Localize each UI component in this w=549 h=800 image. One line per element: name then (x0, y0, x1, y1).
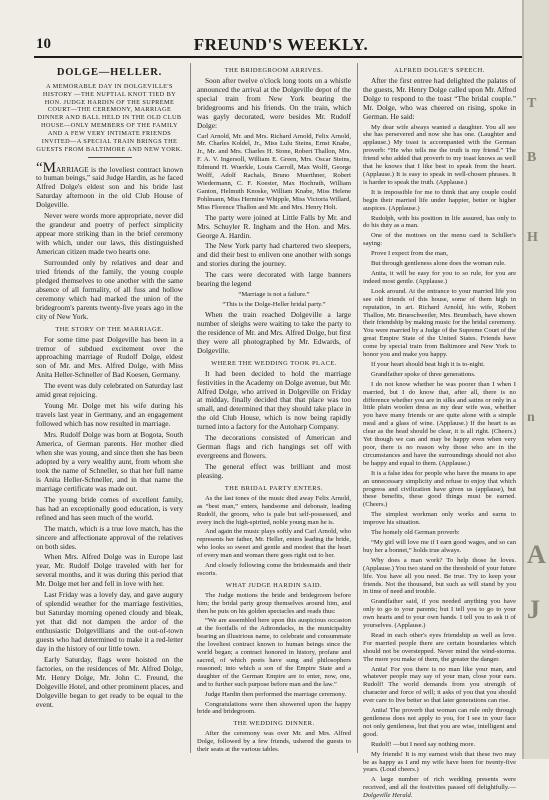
paragraph: For some time past Dolgeville has been in a tremor of subdued excitement over the approaching marriage of Rudolf Dolge, eldest son of Mr. and Mrs. Alfred Dolge, with Miss Anita Heller-Schneller of Bad Koesen, Germany. (36, 334, 183, 380)
speech-paragraph: Read in each other's eyes friendship as well as love. For married people there are certain boundaries which should not be overstepped. Never mind the wind-storms. The more you make of them, the greater the danger. (363, 631, 516, 663)
facing-page-letter: T (527, 96, 537, 111)
article-deck: A MEMORABLE DAY IN DOLGEVILLE'S HISTORY —THE NUPTIAL KNOT TIED BY HON. JUDGE HARDIN OF THE SUPREME COURT—THE CEREMONY, MARRIAGE DINNER AND BALL HELD IN THE OLD CLUB HOUSE—ONLY MEMBERS OF THE FAMILY AND A FEW VERY INTIMATE FRIENDS INVITED—A SPECIAL TRAIN BRINGS THE GUESTS FROM BALTIMORE AND NEW YORK. (36, 82, 183, 153)
short-rule (88, 157, 132, 158)
section-heading: WHAT JUDGE HARDIN SAID. (225, 581, 323, 589)
paragraph: The decorations consisted of American and German flags and rich hangings set off with evergreens and flowers. (197, 433, 351, 461)
speech-paragraph: My friends! It is my earnest wish that these two may be as happy as I and my wife have been for twenty-five years. (Loud cheers.) (363, 750, 516, 774)
paragraph: Soon after twelve o'clock long toots on a whistle announced the arrival at the Dolgeville depot of the special train from New York bearing the bridegrooms and his friends. On the train, which was gayly decorated, were besides Mr. Rudolf Dolge: (197, 75, 351, 130)
speech-paragraph: Why does a man work? To help those he loves. (Applause.) You two stand on the threshold of your future life. You have all you need. Be true. Try to keep your friends. Not the thousand, but such as will stand by you in time of need and trouble. (363, 556, 516, 596)
paragraph: Young Mr. Dolge met his wife during his travels last year in Germany, and an engagement followed which has now resulted in marriage. (36, 401, 183, 429)
speech-paragraph: But through gentleness alone does the woman rule. (371, 260, 506, 268)
paragraph: Judge Hardin then performed the marriage ceremony. (205, 690, 347, 698)
facing-page-letter: n (527, 410, 535, 425)
facing-page-letter: J (527, 595, 540, 624)
column-divider (357, 63, 358, 753)
masthead-title: FREUND'S WEEKLY. (193, 35, 369, 54)
header-rule (34, 56, 542, 58)
facing-page-letter: H (527, 230, 538, 245)
facing-page-letter: B (527, 150, 537, 165)
paragraph: Never were words more appropriate, never did the grandeur and poetry of perfect simplicity appear more striking than in the brief ceremony with which, under our laws, this distinguished American citizen made two hearts one. (36, 211, 183, 257)
source-credit: Dolgeville Herald. (363, 792, 413, 800)
section-heading: ALFRED DOLGE'S SPEECH. (394, 67, 485, 74)
paragraph: When the train reached Dolgeville a large number of sleighs were waiting to take the party to the residence of Mr. and Mrs. Alfred Dolge, but first they were all photographed by Mr. Edwards, of Dolgeville. (197, 310, 351, 355)
speech-paragraph: I do not know whether he was poorer than I when I married, but I do know that, after all, there is no difference whether you are in silks and satins or only in a little plain woolen dress as my dear wife was, whether you have many friends or are quite alone with a simple meal and a glass of wine. (Applause.) If the heart is as clear as the head should be clear, it is all right. (Cheers.) Yet though we can and may be happy even when very poor, there is no reason why those who are in the circumstances and have the surroundings should not also be happy and equal to them. (Applause.) (363, 380, 516, 467)
section-heading: THE BRIDEGROOM ARRIVES. (224, 67, 324, 74)
speech-paragraph: If your heart should beat high it is to-night. (371, 360, 485, 368)
speech-paragraph: It is impossible for me to think that any couple could begin their married life under happier, better or higher auspices. (Applause.) (363, 188, 516, 212)
banner-quote: “This is the Dolge-Heller bridal party.” (222, 301, 326, 309)
drop-cap: “M (36, 159, 56, 176)
speech-paragraph: Rudolf! —but I need say nothing more. (371, 740, 476, 748)
speech-paragraph: One of the mottoes on the menu card is Schiller's saying: (363, 232, 516, 248)
page-number: 10 (36, 36, 51, 52)
speech-paragraph: Anita, it will be easy for you to so rule, for you are indeed most gentle. (Applause.) (363, 269, 516, 285)
column-3 (363, 63, 516, 800)
speech-paragraph: Grandfather said, if you needed anything you have only to go to your parents; but I tell you to go to your own hearts and to your own hands. I tell you to ask it of yourselves. (Applause.) (363, 598, 516, 630)
paragraph: When Mrs. Alfred Dolge was in Europe last year, Mr. Rudolf Dolge traveled with her for several months, and it was during this period that Mr. Dolge met her and fell in love with her. (36, 552, 183, 589)
paragraph: Last Friday was a lovely day, and gave augury of splendid weather for the marriage festivities, but Saturday morning opened cloudy and bleak, yet that did not dampen the ardor of the enthusiastic Dolgevillians and the out-of-town guests who had determined to make it a red-letter day in the history of our little town. (36, 590, 183, 653)
paragraph: The general effect was brilliant and most pleasing. (197, 462, 351, 481)
paragraph: And again the music plays softly and Carl Arnold, who represents her father, Mr. Heller, enters leading the bride, who looks so sweet and gentle and modest that the heart of every man and woman there goes right out to her. (197, 528, 351, 560)
speech-paragraph: The homely old German proverb: (371, 529, 460, 537)
paragraph: “MARRIAGE is the loveliest contract known to human beings,” said Judge Hardin, as he faced Alfred Dolge's eldest son and his bride last Saturday afternoon in the old Club House of Dolgeville. (36, 159, 183, 210)
speech-paragraph: The simplest workman only works and earns to improve his situation. (363, 511, 516, 527)
facing-page-strip (524, 0, 549, 759)
section-heading: WHERE THE WEDDING TOOK PLACE. (211, 359, 337, 367)
article-headline: DOLGE—HELLER. (56, 67, 163, 78)
paragraph: The party were joined at Little Falls by Mr. and Mrs. Schuyler R. Ingham and the Hon. and Mrs. George A. Hardin. (197, 212, 351, 240)
facing-page-letter: A (527, 540, 546, 569)
paragraph: The young bride comes of excellent family, has had an exceptionally good education, is very refined and has seen much of the world. (36, 494, 183, 522)
section-heading: THE STORY OF THE MARRIAGE. (55, 325, 164, 333)
paragraph: Congratulations were then showered upon the happy bride and bridegroom. (197, 700, 351, 716)
paragraph: The cars were decorated with large banners bearing the legend (197, 270, 351, 289)
speech-paragraph: Rudolph, with his position in life assured, has only to do his duty as a man. (363, 214, 516, 230)
paragraph: After the ceremony was over Mr. and Mrs. Alfred Dolge, followed by a few friends, ushered the guests to their seats at the various tables. (197, 730, 351, 753)
paragraph: And closely following come the bridesmaids and their escorts. (197, 562, 351, 578)
paragraph: Mrs. Rudolf Dolge was born at Bogota, South America, of German parents. Her mother died when she was young, and since then she has been adopted by a very wealthy aunt, from whom she took the name of Schneller, so that her full name is Anita Heller-Schneller, and in that name the marriage certificate was made out. (36, 430, 183, 493)
speech-paragraph: Look around. At the entrance to your married life you see old friends of this house, some of them high in reputation, in art. Richard Arnold, his wife, Robert Thallon, Mr. Brueschweiler, Mrs. Brumbach, have shown their friendship by making music for the bridal ceremony. You were married by a Judge of the Supreme Court of the great Empire State of the United States. Friends have come by special train from Baltimore and New York to honor you and make you happy. (363, 287, 516, 359)
speech-paragraph: Anita! For you there is no man like your man, and whatever people may say of your man, close your ears. Rudolf! The world demands from you strength of character and force of will; it asks of you that you should ever care to live better so that later generations can rise. (363, 665, 516, 705)
speech-paragraph: It is a false idea for people who have the means to ape an unnecessary simplicity and refuse to enjoy that which progress and civilization have given us (applause), but these benefits, these good things must be earned. (Cheers.) (363, 469, 516, 509)
section-heading: THE BRIDAL PARTY ENTERS. (224, 485, 324, 493)
speech-paragraph: Grandfather spoke of three generations. (371, 370, 476, 378)
column-divider (190, 63, 191, 753)
column-1 (36, 63, 183, 753)
paragraph: The New York party had chartered two sleepers, and did their best to enliven one another with songs and stories during the journey. (197, 241, 351, 269)
paragraph: Surrounded only by relatives and dear and tried friends of the family, the young couple pledged themselves to one another with the same absence of all formality, of all fuss and hollow ceremony which had marked the union of the bridegroom's parents twenty-five years ago in the city of New York. (36, 258, 183, 321)
speech-paragraph: “My girl will love me if I earn good wages, and so can buy her a bonnet,” holds true always. (363, 538, 516, 554)
paragraph: The match, which is a true love match, has the sincere and affectionate approval of the relatives on both sides. (36, 523, 183, 551)
guest-list: Carl Arnold, Mr. and Mrs. Richard Arnold, Felix Arnold, Mr. Charles Koldel, Jr., Miss Lulu Steins, Ernst Knabe, Jr., Mr. and Mrs. Charles H. Stone, Robert Thallon, Mrs. F. A. V. Ingersoll, William E. Green, Mrs. Oscar Steins, Edmund H. Wuerkle, Louis Carroll, Max Wolff, George Wolff, Adolf Rachals, Bruno Muerthner, Robert Wiedermann, C. F. Koester, Max Hochrath, William Ganton, Helmuth Knoske, William Knabe, Miss Helene Pohlmann, Miss Hermine Whipple, Miss Victoria Willard, Miss Florence Thallon and Mr. and Mrs. Henry Holt. (197, 132, 351, 211)
paragraph: “We are assembled here upon this auspicious occasion at the footfalls of the Adirondacks, in the municipality bearing an illustrious name, to celebrate and consummate the loveliest contract known to human beings since the world began; a contract honored in history, profane and sacred, of which poets have sung and philosophers reasoned; into which a son of the Empire State and a daughter of the German Empire are to enter, now, one, and to further such purpose before man and the law.” (197, 617, 351, 688)
paragraph: The Judge motions the bride and bridegroom before him; the bridal party group themselves around him, and then he puts on his golden spectacles and reads thus: (197, 591, 351, 615)
speech-paragraph: A large number of rich wedding presents were received, and all the festivities passed off delightfully.—Dolgeville Herald. (363, 776, 516, 800)
paragraph: It had been decided to hold the marriage festivities in the Academy on Dolge avenue, but Mr. Alfred Dolge, who arrived in Dolgeville on Friday at midday, finally decided that that place was too small, and determined that they should take place in the old Club House, which is now being rapidly turned into a factory for the Autoharp Company. (197, 368, 351, 432)
paragraph: As the last tones of the music died away Felix Arnold, as “best man,” enters, handsome and debonair, leading Rudolf, the groom, who is pale but self-possessed, and every inch the high-spirited, noble young man he is. (197, 494, 351, 526)
column-2 (197, 63, 351, 753)
paragraph: After the first entree had delighted the palates of the guests, Mr. Henry Dolge called upon Mr. Alfred Dolge to respond to the toast “The bridal couple.” Mr. Dolge, who was cheered on rising, spoke in German. He said: (363, 75, 516, 121)
section-heading: THE WEDDING DINNER. (233, 720, 315, 728)
speech-paragraph: My dear wife always wanted a daughter. You all see she has persevered and now she has one. (Laughter and applause.) My toast is accompanied with the German proverb: “He who tells me the truth is my friend.” The friend who added that proverb to my toast knows as well that he knows that I like best to speak from the heart. (Applause.) It is easy to speak in well-chosen phrases. It is harder to speak the truth. (Applause.) (363, 123, 516, 186)
speech-paragraph: Anita! The proverb that woman can rule only through gentleness does not apply to you, for I see in your face not only gentleness, but that you are wise, intelligent and good. (363, 707, 516, 738)
speech-paragraph: Prove I expect from the man, (371, 250, 448, 258)
paragraph: Early Saturday, flags were hoisted on the factories, on the residences of Mr. Alfred Dolge, Mr. Henry Dolge, Mr. John C. Freund, the Dolgeville Hotel, and other prominent places, and Dolgeville began to get ready to be equal to the event. (36, 654, 183, 709)
banner-quote: “Marriage is not a failure.” (238, 291, 310, 299)
paragraph: The event was duly celebrated on Saturday last amid great rejoicing. (36, 381, 183, 400)
